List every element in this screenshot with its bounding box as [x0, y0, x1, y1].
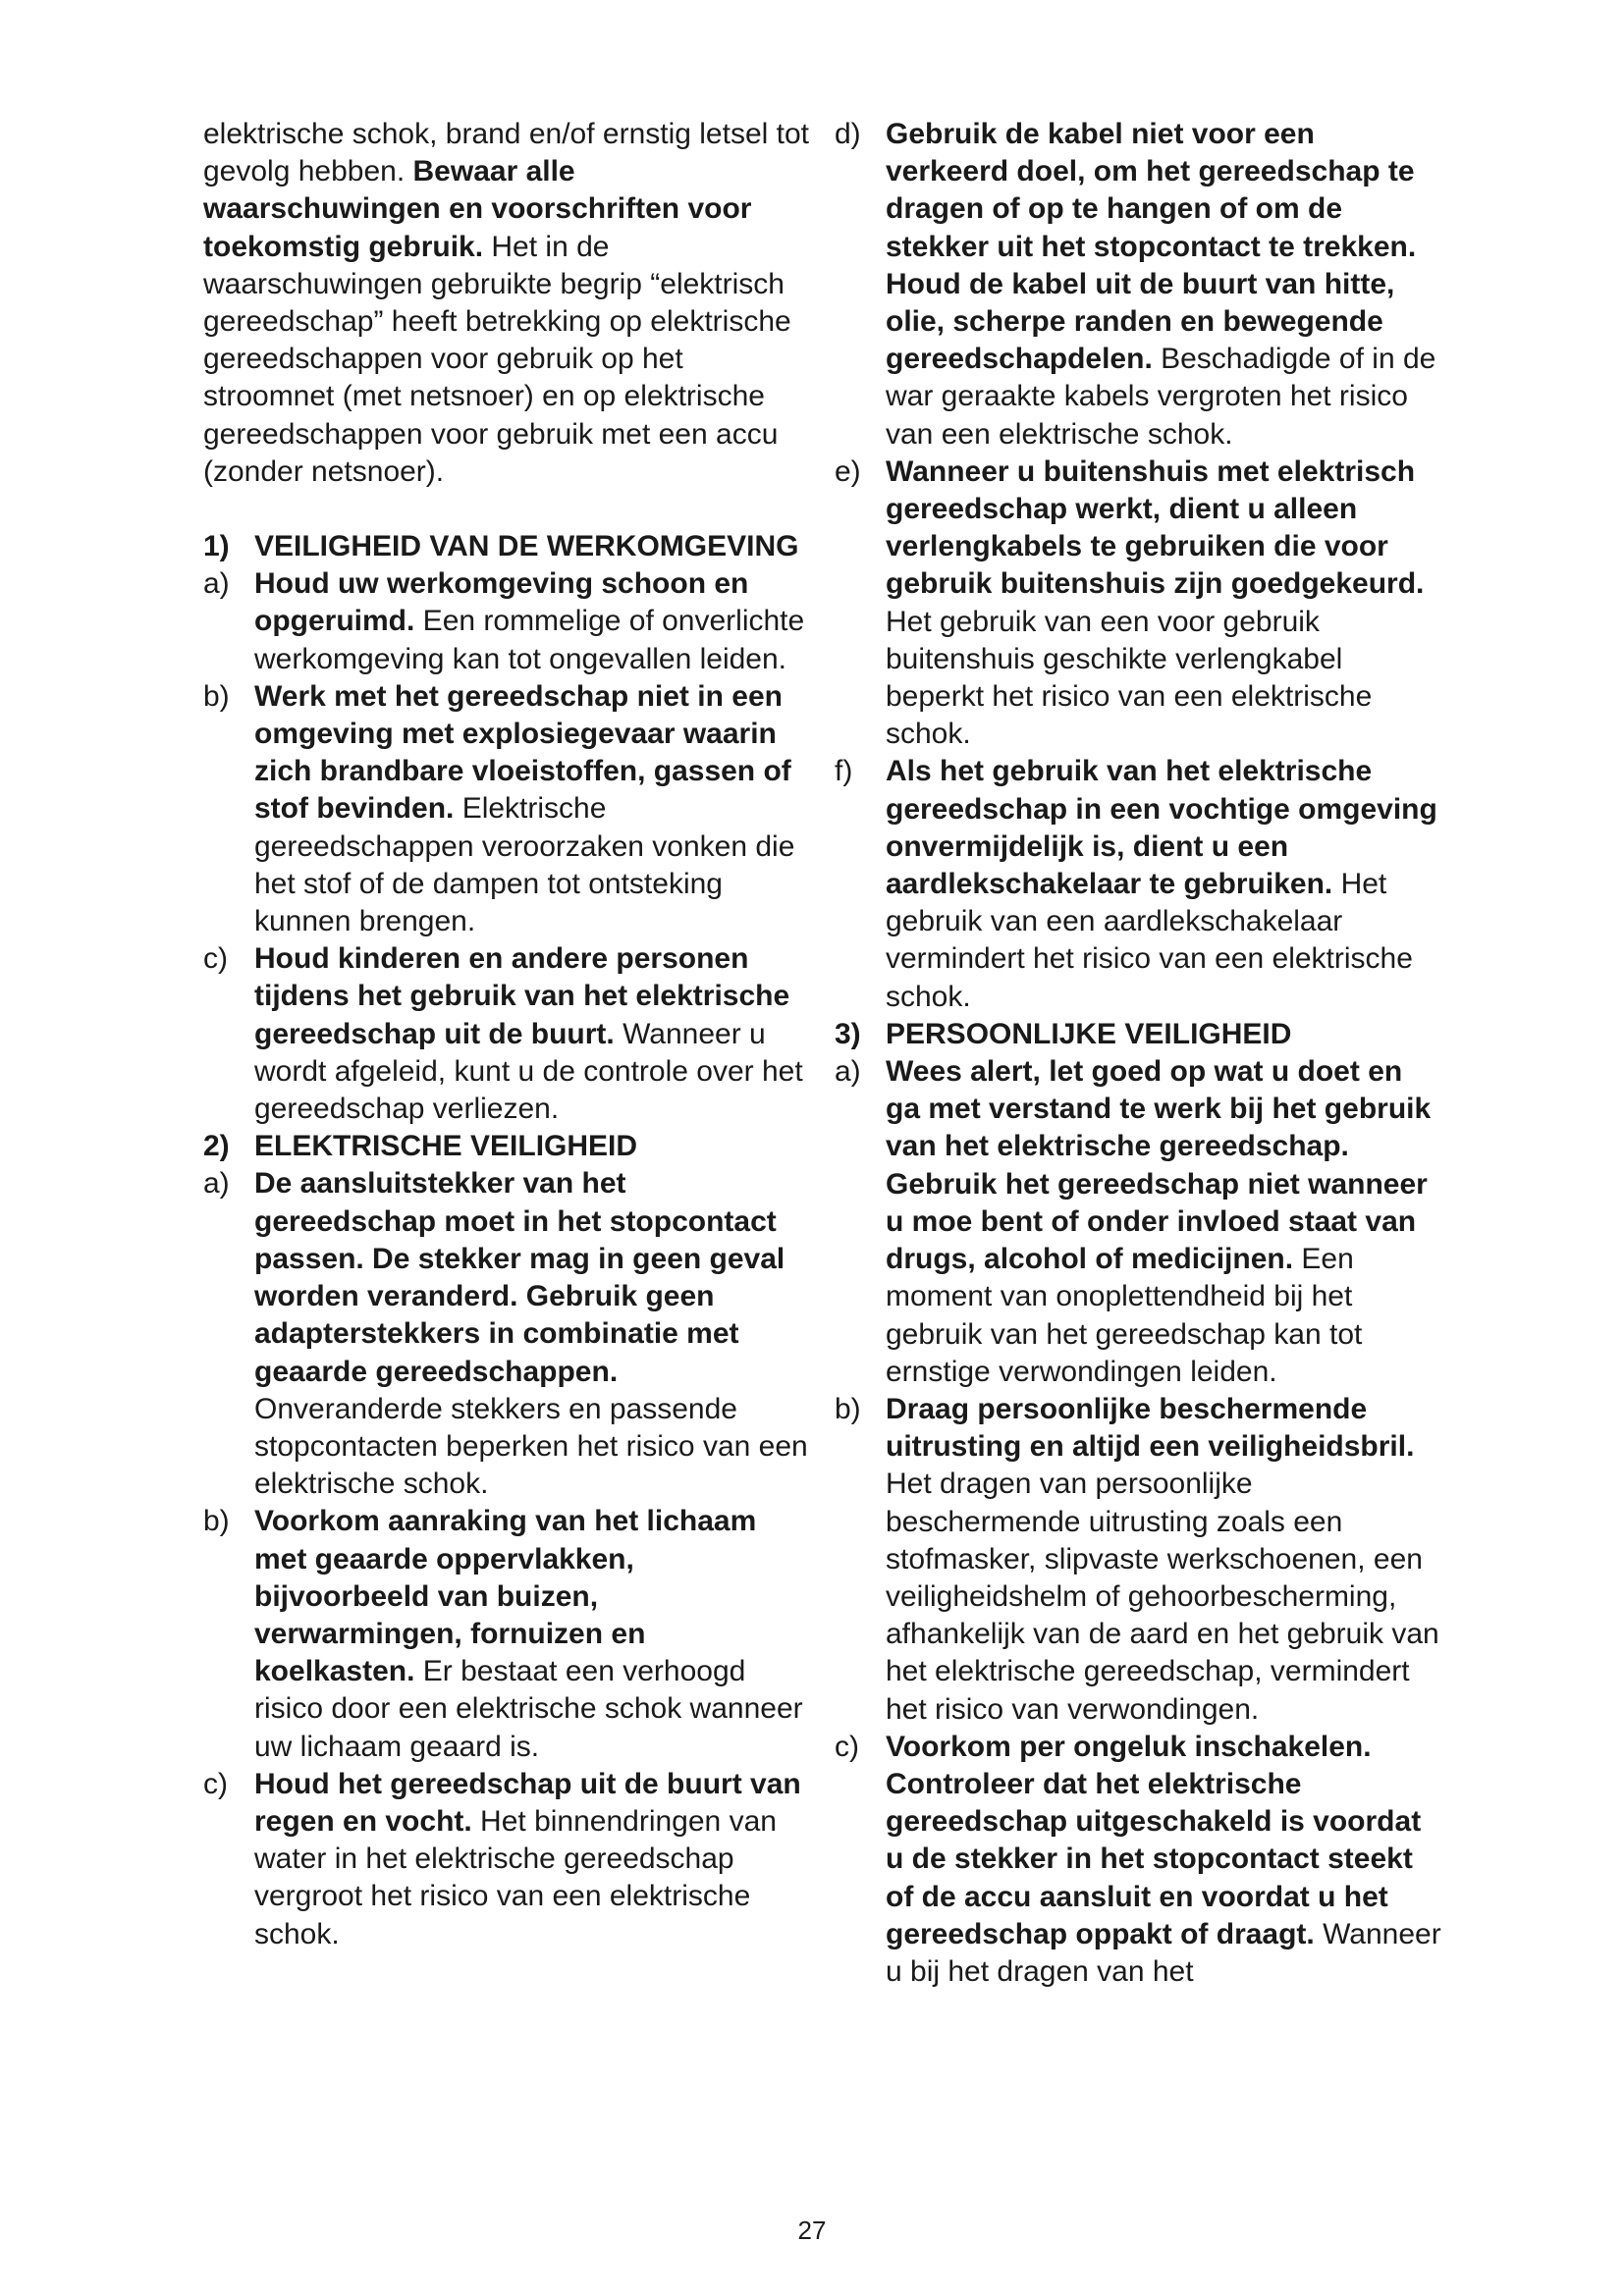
list-item: d) Gebruik de kabel niet voor een verkeerd doel, om het gereedschap te dragen of op te hangen of om de stekker uit het stopcontact te trekken. Houd de kabel uit de buurt van hitte, olie, scherpe randen en bewegende gereedschapdelen. Beschadigde of in de war geraakte kabels vergroten het risico van een elektrische schok.: [835, 118, 1436, 451]
list-item: f) Als het gebruik van het elektrische gereedschap in een vochtige omgeving onvermijdelijk is, dient u een aardlekschakelaar te gebruiken. Het gebruik van een aardlekschakelaar vermindert het risico van een elektrische schok.: [835, 755, 1437, 1013]
list-item: a) Houd uw werkomgeving schoon en opgeruimd. Een rommelige of onverlichte werkomgeving kan tot ongevallen leiden.: [203, 567, 805, 675]
list-item: a) De aansluitstekker van het gereedschap moet in het stopcontact passen. De stekker mag in geen geval worden veranderd. Gebruik geen adapterstekkers in combinatie met geaarde gereedschappen. Onveranderde stekkers en passende stopcontacten beperken het risico van een elektrische schok.: [203, 1167, 808, 1501]
intro-paragraph: elektrische schok, brand en/of ernstig letsel tot gevolg hebben. Bewaar alle waarschuwingen en voorschriften voor toekomstig gebruik. Het in de waarschuwingen gebruikte begrip “elektrisch gereedschap” heeft betrekking op elektrische gereedschappen voor gebruik op het stroomnet (met netsnoer) en op elektrische gereedschappen voor gebruik met een accu (zonder netsnoer).: [203, 118, 809, 488]
list-item: c) Houd kinderen en andere personen tijdens het gebruik van het elektrische gereedschap uit de buurt. Wanneer u wordt afgeleid, kunt u de controle over het gereedschap verliezen.: [203, 942, 803, 1126]
page-number: 27: [797, 2216, 827, 2245]
list-item: b) Voorkom aanraking van het lichaam met geaarde oppervlakken, bijvoorbeeld van buizen, verwarmingen, fornuizen en koelkasten. Er bestaat een verhoogd risico door een elektrische schok wanneer uw lichaam geaard is.: [203, 1505, 803, 1763]
list-item: b) Draag persoonlijke beschermende uitrusting en altijd een veiligheidsbril. Het dragen van persoonlijke beschermende uitrusting zoals een stofmasker, slipvaste werkschoenen, een veiligheidshelm of gehoorbescherming, afhankelijk van de aard en het gebruik van het elektrische gereedschap, vermindert het risico van verwondingen.: [835, 1392, 1439, 1726]
right-column: [835, 116, 1443, 1991]
section-heading-1: 1) VEILIGHEID VAN DE WERKOMGEVING: [203, 530, 799, 563]
section-heading-3: 3) PERSOONLIJKE VEILIGHEID: [835, 1017, 1292, 1050]
list-item: a) Wees alert, let goed op wat u doet en ga met verstand te werk bij het gebruik van het elektrische gereedschap. Gebruik het gereedschap niet wanneer u moe bent of onder invloed staat van drugs, alcohol of medicijnen. Een moment van onoplettendheid bij het gebruik van het gereedschap kan tot ernstige verwondingen leiden.: [835, 1055, 1432, 1388]
left-column: [203, 116, 812, 1953]
list-item: c) Houd het gereedschap uit de buurt van regen en vocht. Het binnendringen van water in het elektrische gereedschap vergroot het risico van een elektrische schok.: [203, 1767, 801, 1950]
list-item: b) Werk met het gereedschap niet in een omgeving met explosiegevaar waarin zich brandbare vloeistoffen, gassen of stof bevinden. Elektrische gereedschappen veroorzaken vonken die het stof of de dampen tot ontsteking kunnen brengen.: [203, 679, 795, 938]
list-item: e) Wanneer u buitenshuis met elektrisch gereedschap werkt, dient u alleen verlengkabels te gebruiken die voor gebruik buitenshuis zijn goedgekeurd. Het gebruik van een voor gebruik buitenshuis geschikte verlengkabel beperkt het risico van een elektrische schok.: [835, 454, 1425, 751]
section-heading-2: 2) ELEKTRISCHE VEILIGHEID: [203, 1130, 638, 1163]
list-item: c) Voorkom per ongeluk inschakelen. Controleer dat het elektrische gereedschap uitgeschakeld is voordat u de stekker in het stopcontact steekt of de accu aansluit en voordat u het gereedschap oppakt of draagt. Wanneer u bij het dragen van het: [835, 1730, 1441, 1988]
